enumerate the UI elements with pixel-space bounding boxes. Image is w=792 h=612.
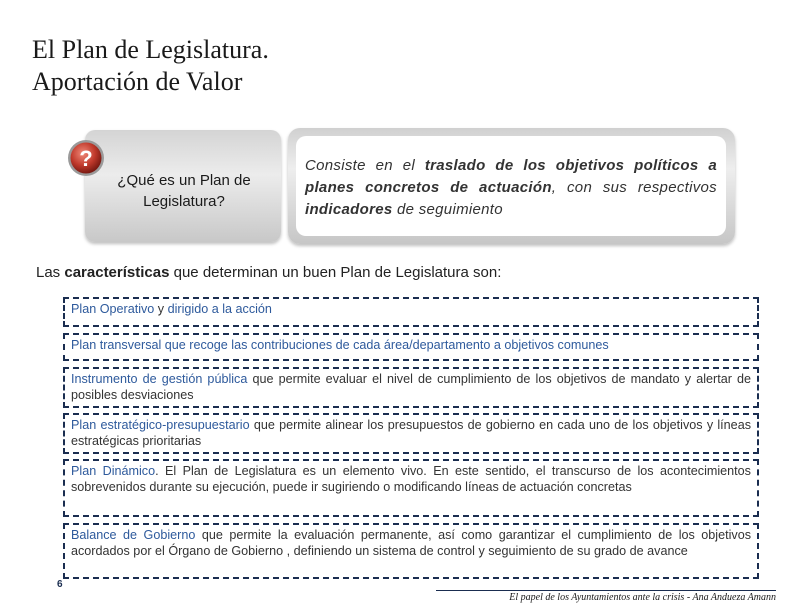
title-line-2: Aportación de Valor: [32, 67, 243, 96]
question-text: ¿Qué es un Plan de Legislatura?: [117, 172, 251, 210]
slide-title: [32, 34, 269, 98]
page-number: 6: [57, 579, 63, 590]
list-item: Instrumento de gestión pública que permite evaluar el nivel de cumplimiento de los objetivos de mandato y alertar de posibles desviaciones: [63, 367, 759, 408]
footer-text: El papel de los Ayuntamientos ante la crisis - Ana Andueza Amann: [436, 590, 776, 603]
list-item: Plan Operativo y dirigido a la acción: [63, 297, 759, 327]
svg-text:?: ?: [79, 146, 93, 171]
list-item: Plan Dinámico. El Plan de Legislatura es un elemento vivo. En este sentido, el transcurso de los acontecimientos sobrevenidos durante su ejecución, puede ir sugiriendo o modificando líneas de actuación concretas: [63, 459, 759, 517]
list-item: Balance de Gobierno que permite la evaluación permanente, así como garantizar el cumplimiento de los objetivos acordados por el Órgano de Gobierno , definiendo un sistema de control y seguimiento de su grado de avance: [63, 523, 759, 579]
list-item: Plan estratégico-presupuestario que permite alinear los presupuestos de gobierno en cada uno de los objetivos y líneas estratégicas prioritarias: [63, 413, 759, 454]
characteristics-intro: Las características que determinan un buen Plan de Legislatura son:: [36, 264, 502, 281]
title-line-1: El Plan de Legislatura.: [32, 35, 269, 64]
list-item: Plan transversal que recoge las contribuciones de cada área/departamento a objetivos comunes: [63, 333, 759, 361]
answer-text: Consiste en el traslado de los objetivos políticos a planes concretos de actuación, con sus respectivos indicadores de seguimiento: [305, 157, 717, 218]
